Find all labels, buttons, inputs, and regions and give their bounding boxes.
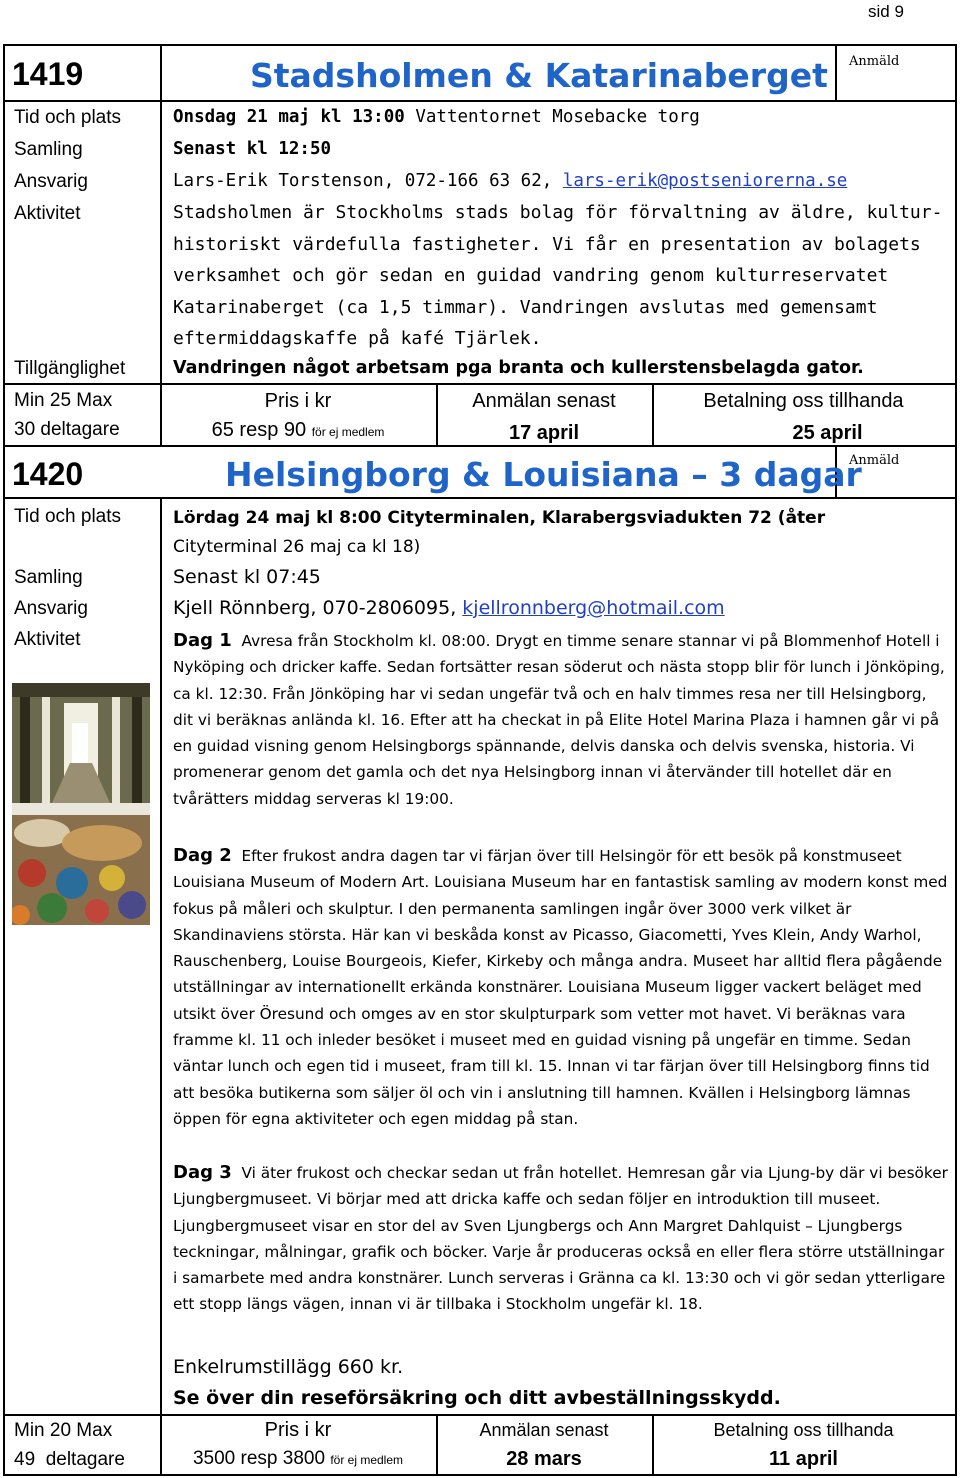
- label-tid: Tid och plats: [14, 506, 122, 527]
- label-ansvarig: Ansvarig: [14, 598, 88, 619]
- price-amount: 3500 resp 3800: [192, 1448, 326, 1469]
- museum-photo: [12, 683, 150, 925]
- signup-date: 17 april: [508, 422, 580, 444]
- divider: [160, 497, 162, 1415]
- day1-text: [173, 628, 948, 812]
- event-number: 1420: [12, 456, 84, 492]
- price-value: [160, 1445, 436, 1474]
- aktivitet-line: verksamhet och gör sedan en guidad vandring genom kulturreservatet: [173, 265, 889, 286]
- announced-label: Anmäld: [849, 453, 900, 468]
- payment-label: Betalning oss tillhanda: [703, 390, 904, 412]
- divider: [835, 44, 837, 100]
- tid-line-1: Lördag 24 maj kl 8:00 Cityterminalen, Klarabergsviadukten 72 (åter: [173, 508, 826, 528]
- ansvarig: [173, 166, 913, 198]
- frame-right: [955, 44, 957, 1476]
- divider: [160, 44, 162, 384]
- tillganglighet-text: Vandringen något arbetsam pga branta och kullerstensbelagda gator.: [173, 358, 864, 378]
- museum-photo-image: [12, 683, 150, 925]
- aktivitet-line: Stadsholmen är Stockholms stads bolag för förvaltning av äldre, kultur-: [173, 202, 943, 223]
- signup-date: 28 mars: [506, 1448, 582, 1470]
- signup-label: Anmälan senast: [479, 1420, 609, 1440]
- payment-date: 11 april: [769, 1448, 838, 1470]
- ansvarig-email-link[interactable]: kjellronnberg@hotmail.com: [462, 597, 725, 619]
- label-samling: Samling: [14, 567, 83, 588]
- samling-value: Senast kl 07:45: [173, 566, 321, 588]
- day3-text: [173, 1160, 948, 1318]
- event-title: Helsingborg & Louisiana – 3 dagar: [225, 455, 862, 494]
- day3-description: Vi äter frukost och checkar sedan ut från hotellet. Hemresan går via Ljung-by där vi besöker Ljungbergmuseet. Vi börjar med att dricka kaffe och sedan följer en introduktion till museet. Ljungbergmuseet visar en stor del av Sven Ljungbergs och Ann Margret Dahlquist – Ljungbergs teckningar, målningar, grafik och böcker. Varje år produceras också en eller flera större utställningar i samarbete med andra konstnärer. Lunch serveras i Gränna ca kl. 13:30 och vi gör sedan ytterligare ett stopp längs vägen, innan vi är tillbaka i Stockholm ungefär kl. 18.: [173, 1164, 948, 1314]
- aktivitet-line: eftermiddagskaffe på kafé Tjärlek.: [173, 328, 542, 349]
- tid-och-plats: [173, 102, 913, 134]
- price-amount: 65 resp 90: [211, 419, 307, 441]
- frame-top: [3, 44, 957, 46]
- divider: [3, 383, 957, 385]
- participants-min-max: Min 25 Max: [14, 390, 113, 411]
- payment-date: 25 april: [792, 422, 863, 444]
- tid-place: Vattentornet Mosebacke torg: [415, 107, 700, 127]
- ansvarig: [173, 597, 725, 619]
- label-tillganglighet: Tillgänglighet: [14, 358, 126, 379]
- payment-label: Betalning oss tillhanda: [713, 1420, 894, 1440]
- price-note: för ej medlem: [311, 425, 385, 439]
- samling-value: Senast kl 12:50: [173, 139, 332, 159]
- tid-datetime: Onsdag 21 maj kl 13:00: [173, 107, 405, 127]
- label-aktivitet: Aktivitet: [14, 629, 81, 650]
- single-room-supplement: Enkelrumstillägg 660 kr.: [173, 1356, 404, 1378]
- price-value: [160, 416, 436, 446]
- event-number: 1419: [12, 56, 84, 92]
- aktivitet-line: historiskt värdefulla fastigheter. Vi får en presentation av bolagets: [173, 233, 921, 255]
- event-title: Stadsholmen & Katarinaberget: [250, 56, 828, 95]
- participants-count: 49 deltagare: [14, 1449, 125, 1470]
- label-aktivitet: Aktivitet: [14, 203, 81, 224]
- day2-text: [173, 843, 948, 1132]
- samling-time: [173, 134, 913, 166]
- day2-description: Efter frukost andra dagen tar vi färjan över till Helsingör för ett besök på konstmuseet Louisiana Museum of Modern Art. Louisiana Museum har en fantastisk samling av modern konst med fokus på måleri och skulptur. I den permanenta samlingen ingår över 3000 verk vilket är Skandinaviens största. Här kan vi beskåda konst av Picasso, Giacometti, Yves Klein, Andy Warhol, Rauschenberg, Louise Bourgeois, Kiefer, Kirkeby och många andra. Museet har alltid flera pågående utställningar av internationellt erkända konstnärer. Louisiana Museum ligger vackert beläget med utsikt över Öresund och omges av en stor skulpturpark som vetter mot havet. Vi beräknas vara framme kl. 11 och inleder besöket i museet med en guidad visning på ungefär en timme. Sedan väntar lunch och egen tid i museet, fram till kl. 15. Innan vi tar färjan över till Helsingborg finns tid att besöka butikerna som säljer öl och vin i anslutning till hamnen. Kvällen i Helsingborg lämnas öppen för egna aktiviteter och egen middag på stan.: [173, 847, 948, 1128]
- insurance-notice: Se över din reseförsäkring och ditt avbeställningsskydd.: [173, 1387, 781, 1409]
- ansvarig-value: Kjell Rönnberg, 070-2806095,: [173, 597, 463, 619]
- tid-line-2: Cityterminal 26 maj ca kl 18): [173, 537, 421, 557]
- ansvarig-value: Lars-Erik Torstenson, 072-166 63 62,: [173, 171, 563, 191]
- frame-left: [3, 44, 5, 1476]
- day1-description: Avresa från Stockholm kl. 08:00. Drygt en timme senare stannar vi på Blommenhof Hotell i Nyköping och dricker kaffe. Sedan fortsätter resan söderut och nästa stopp blir för lunch i Jönköping, ca kl. 12:30. Från Jönköping har vi sedan ungefär två och en halv timmes resa ner till Helsingborg, dit vi beräknas anlända kl. 16. Efter att ha checkat in på Elite Hotel Marina Plaza i hamnen går vi på en guidad visning genom Helsingborgs spännande, delvis danska och delvis svenska, historia. Vi promenerar genom det gamla och det nya Helsingborg innan vi återvänder till hotellet där en tvårätters middag serveras kl 19:00.: [173, 632, 945, 808]
- price-label: Pris i kr: [264, 1419, 332, 1441]
- aktivitet-line: Katarinaberget (ca 1,5 timmar). Vandringen avslutas med gemensamt: [173, 296, 878, 318]
- ansvarig-email-link[interactable]: lars-erik@postseniorerna.se: [562, 171, 848, 191]
- signup-label: Anmälan senast: [472, 390, 616, 412]
- participants-min-max: Min 20 Max: [14, 1420, 113, 1441]
- page-number: sid 9: [868, 2, 904, 21]
- aktivitet-text: [173, 197, 943, 355]
- announced-label: Anmäld: [849, 54, 900, 69]
- frame-bottom: [3, 1474, 957, 1476]
- day1-label: Dag 1: [173, 630, 232, 651]
- day3-label: Dag 3: [173, 1162, 232, 1183]
- participants-count: 30 deltagare: [14, 419, 120, 440]
- price-label: Pris i kr: [264, 390, 332, 412]
- day2-label: Dag 2: [173, 845, 232, 866]
- price-note: för ej medlem: [330, 1453, 404, 1467]
- label-ansvarig: Ansvarig: [14, 171, 88, 192]
- divider: [3, 497, 957, 499]
- label-samling: Samling: [14, 139, 83, 160]
- label-tid: Tid och plats: [14, 107, 122, 128]
